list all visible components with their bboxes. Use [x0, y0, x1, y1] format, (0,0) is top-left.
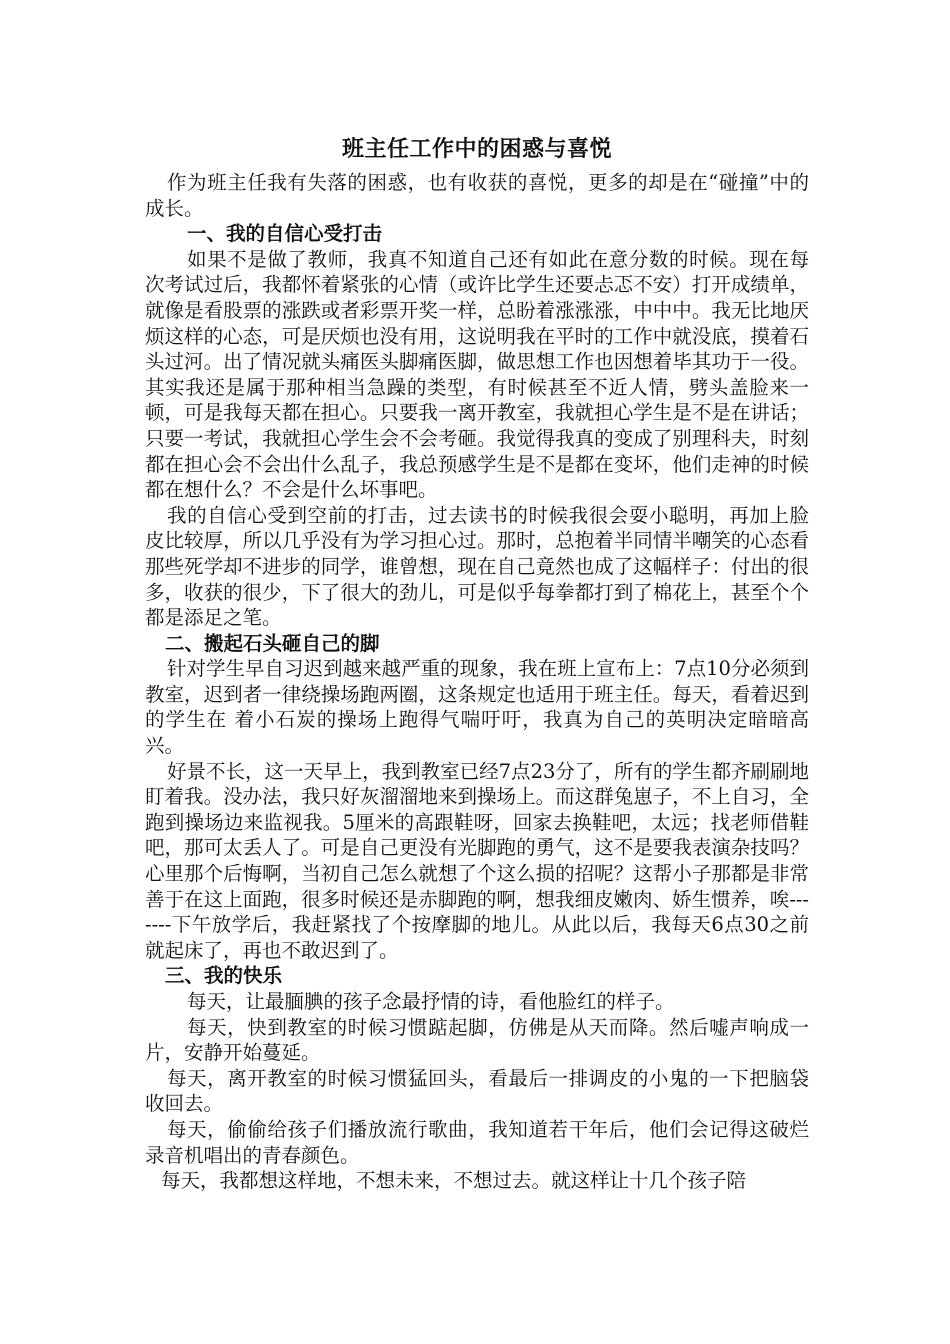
paragraph: 每天，偷偷给孩子们播放流行歌曲，我知道若干年后，他们会记得这破烂录音机唱出的青春颜色。	[145, 1117, 809, 1167]
paragraph: 每天，离开教室的时候习惯猛回头，看最后一排调皮的小鬼的一下把脑袋收回去。	[145, 1066, 809, 1116]
paragraph: 我的自信心受到空前的打击，过去读书的时候我很会耍小聪明，再加上脸皮比较厚，所以几乎没有为学习担心过。那时，总抱着半同情半嘲笑的心态看那些死学却不进步的同学，谁曾想，现在自己竟然也成了这幅样子：付出的很多，收获的很少，下了很大的劲儿，可是似乎每拳都打到了棉花上，甚至个个都是添足之笔。	[145, 503, 809, 630]
section-heading-3: 三、我的快乐	[165, 964, 283, 988]
paragraph: 如果不是做了教师，我真不知道自己还有如此在意分数的时候。现在每次考试过后，我都怀着紧张的心情（或许比学生还要忐忑不安）打开成绩单，就像是看股票的涨跌或者彩票开奖一样，总盼着涨涨涨，中中中。我无比地厌烦这样的心态，可是厌烦也没有用，这说明我在平时的工作中就没底，摸着石头过河。出了情况就头痛医头脚痛医脚，做思想工作也因想着毕其功于一役。其实我还是属于那种相当急躁的类型，有时候甚至不近人情，劈头盖脸来一顿，可是我每天都在担心。只要我一离开教室，我就担心学生是不是在讲话；只要一考试，我就担心学生会不会考砸。我觉得我真的变成了别理科夫，时刻都在担心会不会出什么乱子，我总预感学生是不是都在变坏，他们走神的时候都在想什么？不会是什么坏事吧。	[145, 247, 809, 502]
paragraph: 每天，让最腼腆的孩子念最抒情的诗，看他脸红的样子。	[187, 990, 675, 1013]
section-heading-1: 一、我的自信心受打击	[187, 222, 383, 246]
paragraph: 好景不长，这一天早上，我到教室已经7点23分了，所有的学生都齐刷刷地盯着我。没办法，我只好灰溜溜地来到操场上。而这群兔崽子，不上自习，全跑到操场边来监视我。5厘米的高跟鞋呀，回家去换鞋吧，太远；找老师借鞋吧，那可太丢人了。可是自己更没有光脚跑的勇气，这不是要我表演杂技吗？心里那个后悔啊，当初自己怎么就想了个这么损的招呢？这帮小子那都是非常善于在这上面跑，很多时候还是赤脚跑的啊，想我细皮嫩肉、娇生惯养，唉-------下午放学后，我赶紧找了个按摩脚的地儿。从此以后，我每天6点30之前就起床了，再也不敢迟到了。	[145, 759, 809, 962]
paragraph: 针对学生早自习迟到越来越严重的现象，我在班上宣布上：7点10分必须到教室，迟到者一律绕操场跑两圈，这条规定也适用于班主任。每天，看着迟到的学生在 着小石炭的操场上跑得气喘吁吁，我真为自己的英明决定暗暗高兴。	[145, 657, 809, 758]
intro-paragraph: 作为班主任我有失落的困惑，也有收获的喜悦，更多的却是在“碰撞”中的成长。	[145, 171, 809, 220]
section-heading-2: 二、搬起石头砸自己的脚	[165, 631, 380, 655]
document-title: 班主任工作中的困惑与喜悦	[341, 136, 612, 162]
document-body	[145, 128, 809, 1194]
paragraph: 每天，快到教室的时候习惯踮起脚，仿佛是从天而降。然后嘘声响成一片，安静开始蔓延。	[145, 1015, 809, 1065]
paragraph: 每天，我都想这样地，不想未来，不想过去。就这样让十几个孩子陪	[161, 1169, 747, 1193]
